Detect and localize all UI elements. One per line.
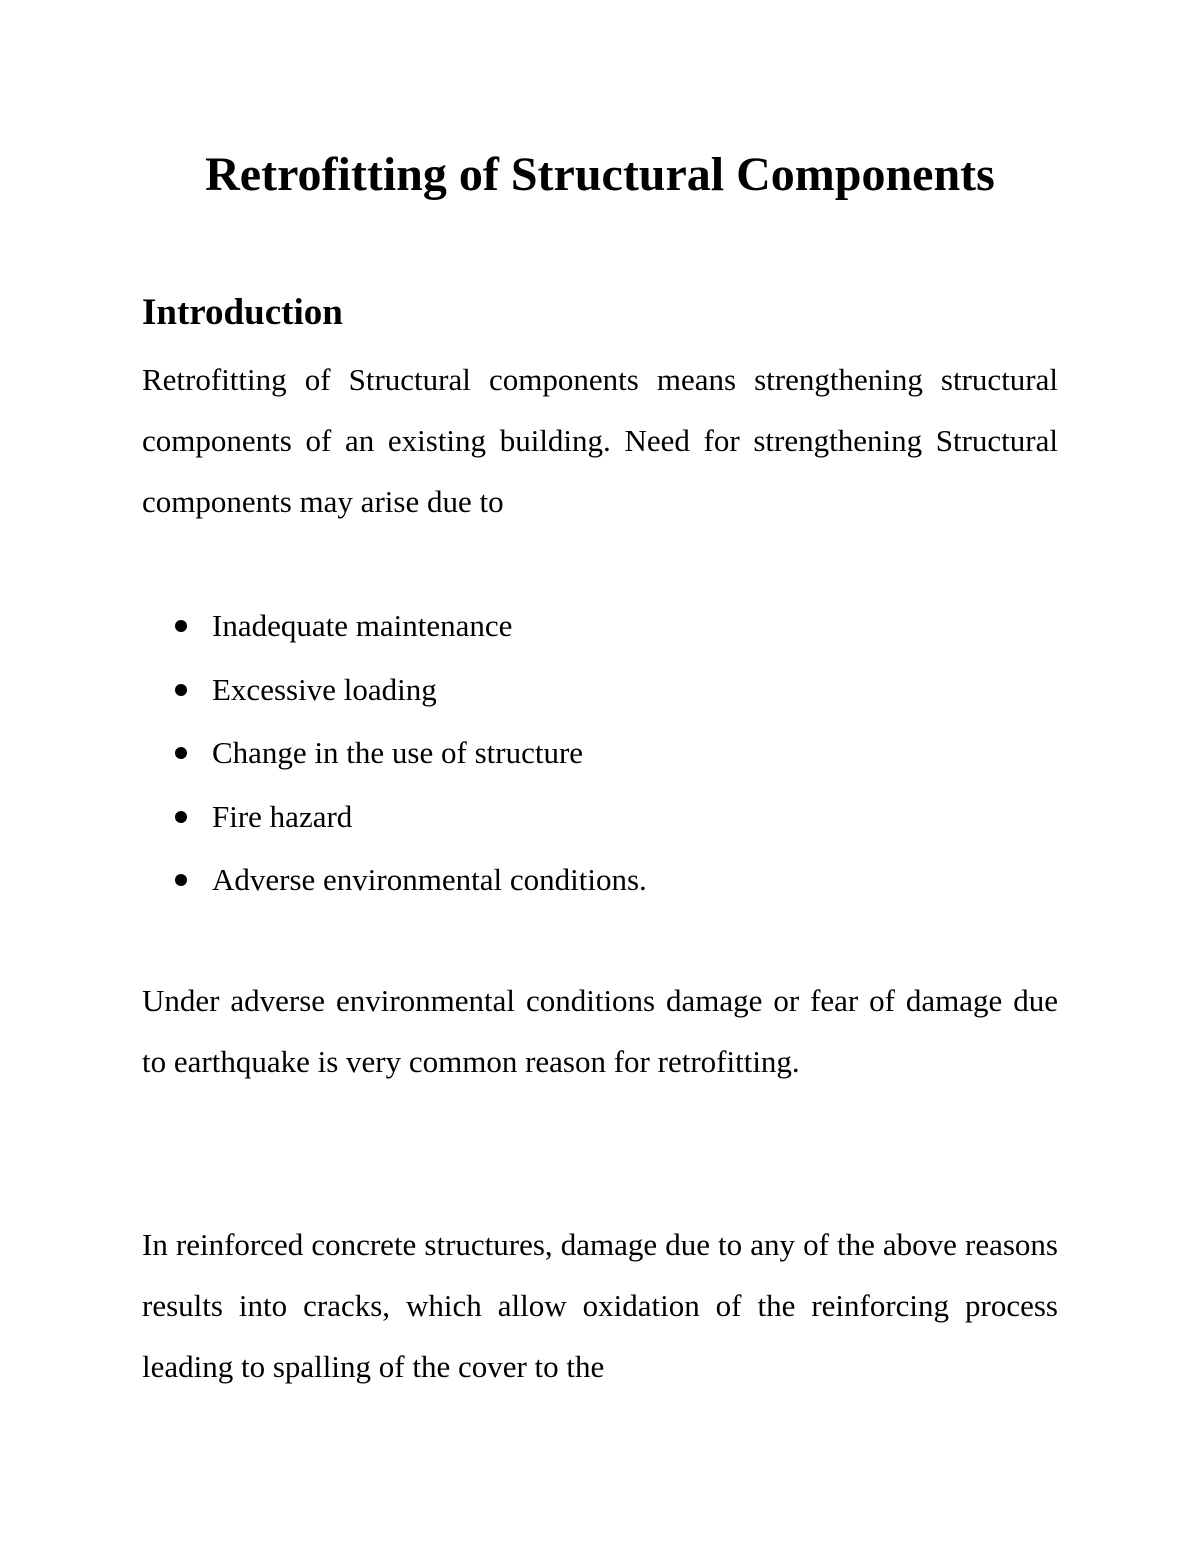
intro-paragraph: Retrofitting of Structural components means strengthening structural components of an existing building. Need for strengthening Structural components may arise due to xyxy=(142,362,1058,519)
document-title: Retrofitting of Structural Components xyxy=(205,148,995,201)
bullet-icon xyxy=(175,620,187,632)
reasons-list xyxy=(142,594,647,912)
list-item-text: Adverse environmental conditions. xyxy=(212,862,647,897)
list-item-text: Excessive loading xyxy=(212,671,437,707)
list-item-text: Inadequate maintenance xyxy=(212,608,513,643)
section-heading-introduction: Introduction xyxy=(142,292,343,333)
bullet-icon xyxy=(175,684,187,696)
bullet-icon xyxy=(175,747,187,759)
list-item xyxy=(142,848,647,912)
bullet-icon xyxy=(175,811,187,823)
list-item xyxy=(142,785,647,849)
list-item-text: Fire hazard xyxy=(212,798,353,834)
list-item-text: Change in the use of structure xyxy=(212,735,584,770)
list-item xyxy=(142,594,647,658)
paragraph-reinforced-concrete: In reinforced concrete structures, damage due to any of the above reasons results into cracks, which allow oxidation of the reinforcing process leading to spalling of the cover to the xyxy=(142,1227,1058,1384)
list-item xyxy=(142,658,647,722)
paragraph-earthquake: Under adverse environmental conditions damage or fear of damage due to earthquake is very common reason for retrofitting. xyxy=(142,983,1058,1079)
bullet-icon xyxy=(175,874,187,886)
list-item xyxy=(142,721,647,785)
